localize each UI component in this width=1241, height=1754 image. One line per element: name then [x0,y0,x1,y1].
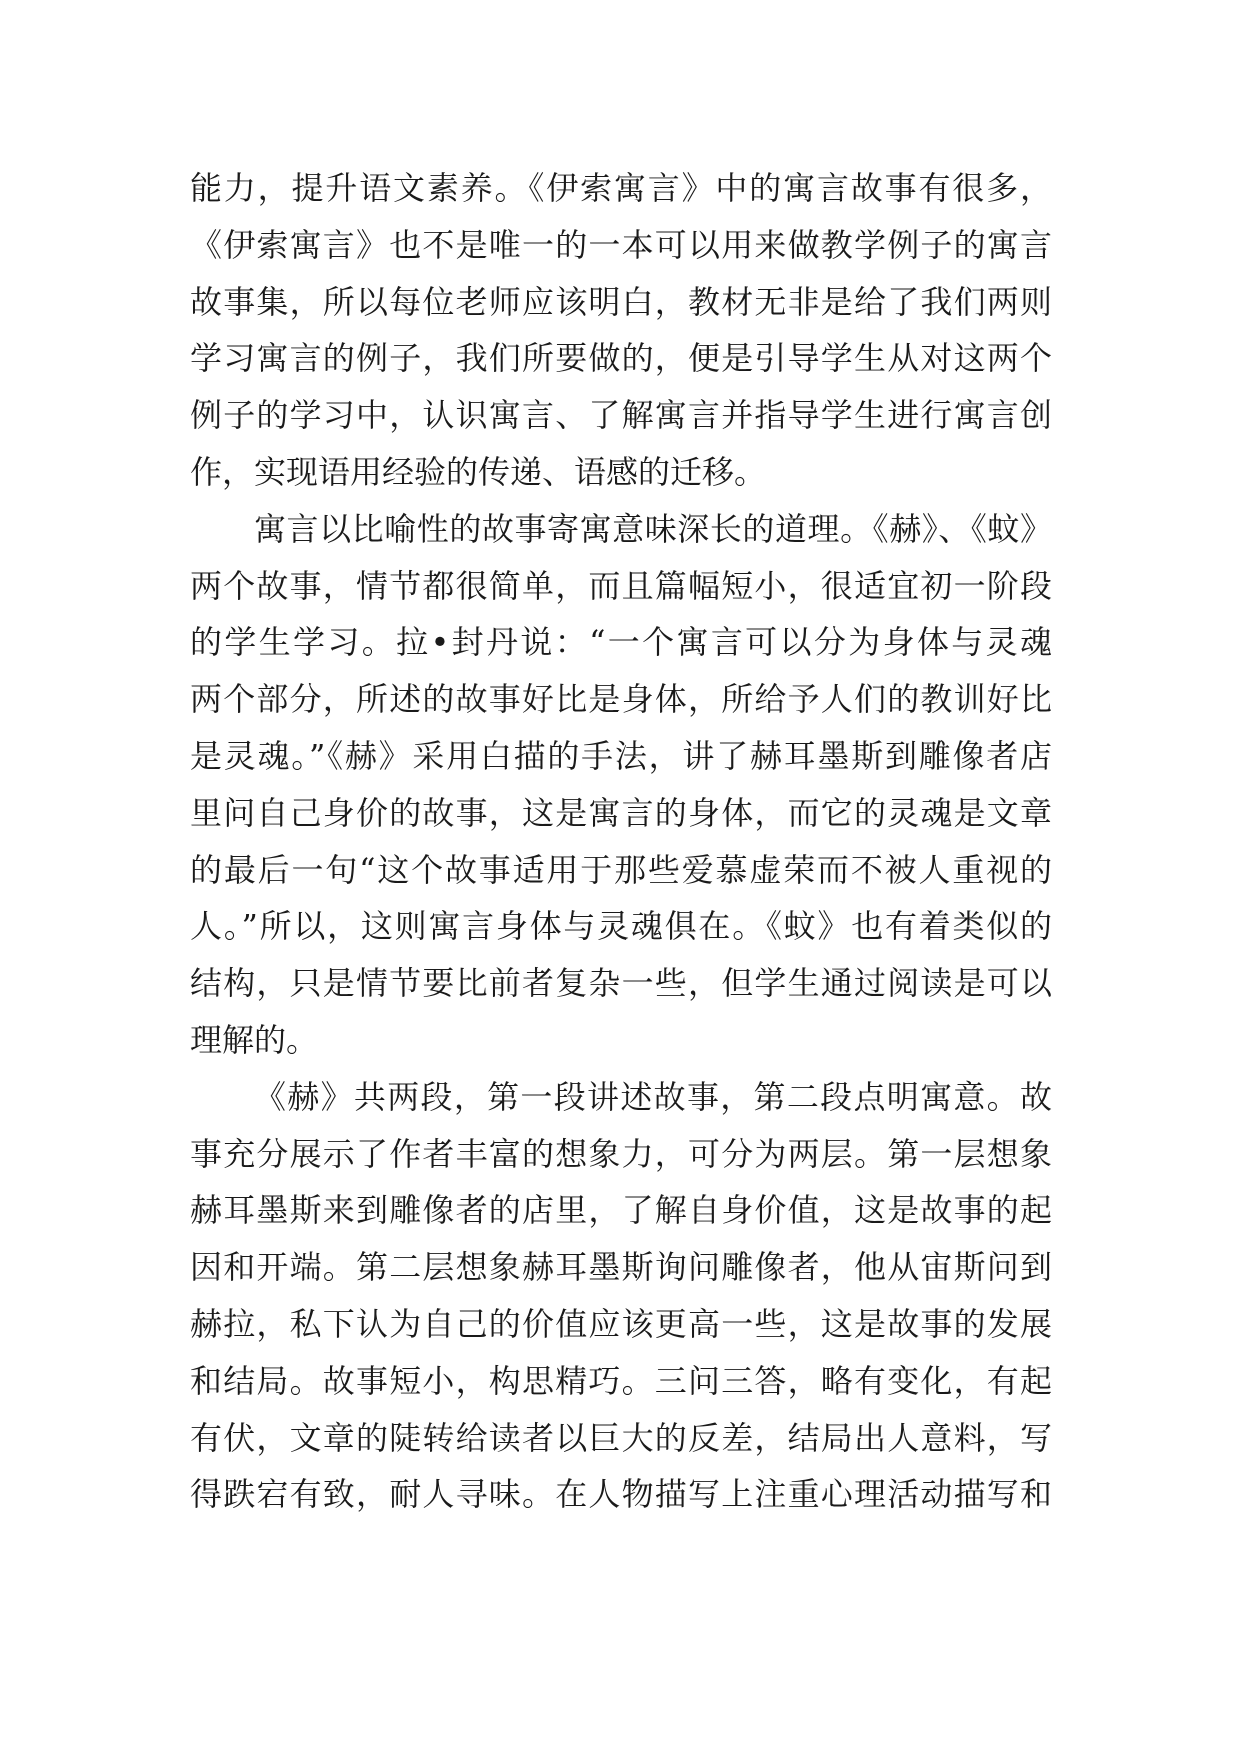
text-line: 的最后一句“这个故事适用于那些爱慕虚荣而不被人重视的 [190,850,1052,889]
text-line: 能力，提升语文素养。《伊索寓言》中的寓言故事有很多， [190,169,1052,207]
text-line: 赫耳墨斯来到雕像者的店里，了解自身价值，这是故事的起 [190,1191,1052,1230]
body-text [190,160,1052,1523]
text-line: 赫拉，私下认为自己的价值应该更高一些，这是故事的发展 [190,1304,1052,1343]
text-line: 结构，只是情节要比前者复杂一些，但学生通过阅读是可以 [190,964,1052,1003]
paragraph-1 [190,160,1052,501]
text-line: 寓言以比喻性的故事寄寓意味深长的道理。《赫》、《蚊》 [254,509,1052,548]
text-line: 例子的学习中，认识寓言、了解寓言并指导学生进行寓言创 [190,396,1052,435]
text-line: 《赫》共两段，第一段讲述故事，第二段点明寓意。故 [254,1077,1052,1116]
text-line: 得跌宕有致，耐人寻味。在人物描写上注重心理活动描写和 [190,1475,1052,1514]
text-line: 两个故事，情节都很简单，而且篇幅短小，很适宜初一阶段 [190,566,1052,605]
text-line: 故事集，所以每位老师应该明白，教材无非是给了我们两则 [190,282,1052,321]
text-line: 事充分展示了作者丰富的想象力，可分为两层。第一层想象 [190,1134,1052,1173]
text-line: 里问自己身价的故事，这是寓言的身体，而它的灵魂是文章 [190,793,1052,832]
text-line: 和结局。故事短小，构思精巧。三问三答，略有变化，有起 [190,1361,1052,1400]
text-line: 《伊索寓言》也不是唯一的一本可以用来做教学例子的寓言 [190,225,1052,264]
text-line: 两个部分，所述的故事好比是身体，所给予人们的教训好比 [190,680,1052,719]
text-line: 的学生学习。拉•封丹说：“一个寓言可以分为身体与灵魂 [190,623,1052,662]
text-line: 有伏，文章的陡转给读者以巨大的反差，结局出人意料，写 [190,1418,1052,1457]
text-line: 是灵魂。”《赫》采用白描的手法，讲了赫耳墨斯到雕像者店 [190,736,1052,775]
paragraph-3 [190,1069,1052,1523]
paragraph-2 [190,501,1052,1069]
text-line: 因和开端。第二层想象赫耳墨斯询问雕像者，他从宙斯问到 [190,1248,1052,1287]
text-line: 作，实现语用经验的传递、语感的迁移。 [190,452,767,491]
text-line: 学习寓言的例子，我们所要做的，便是引导学生从对这两个 [190,339,1052,378]
text-line: 理解的。 [190,1020,319,1059]
text-line: 人。”所以，这则寓言身体与灵魂俱在。《蚊》也有着类似的 [190,907,1052,946]
